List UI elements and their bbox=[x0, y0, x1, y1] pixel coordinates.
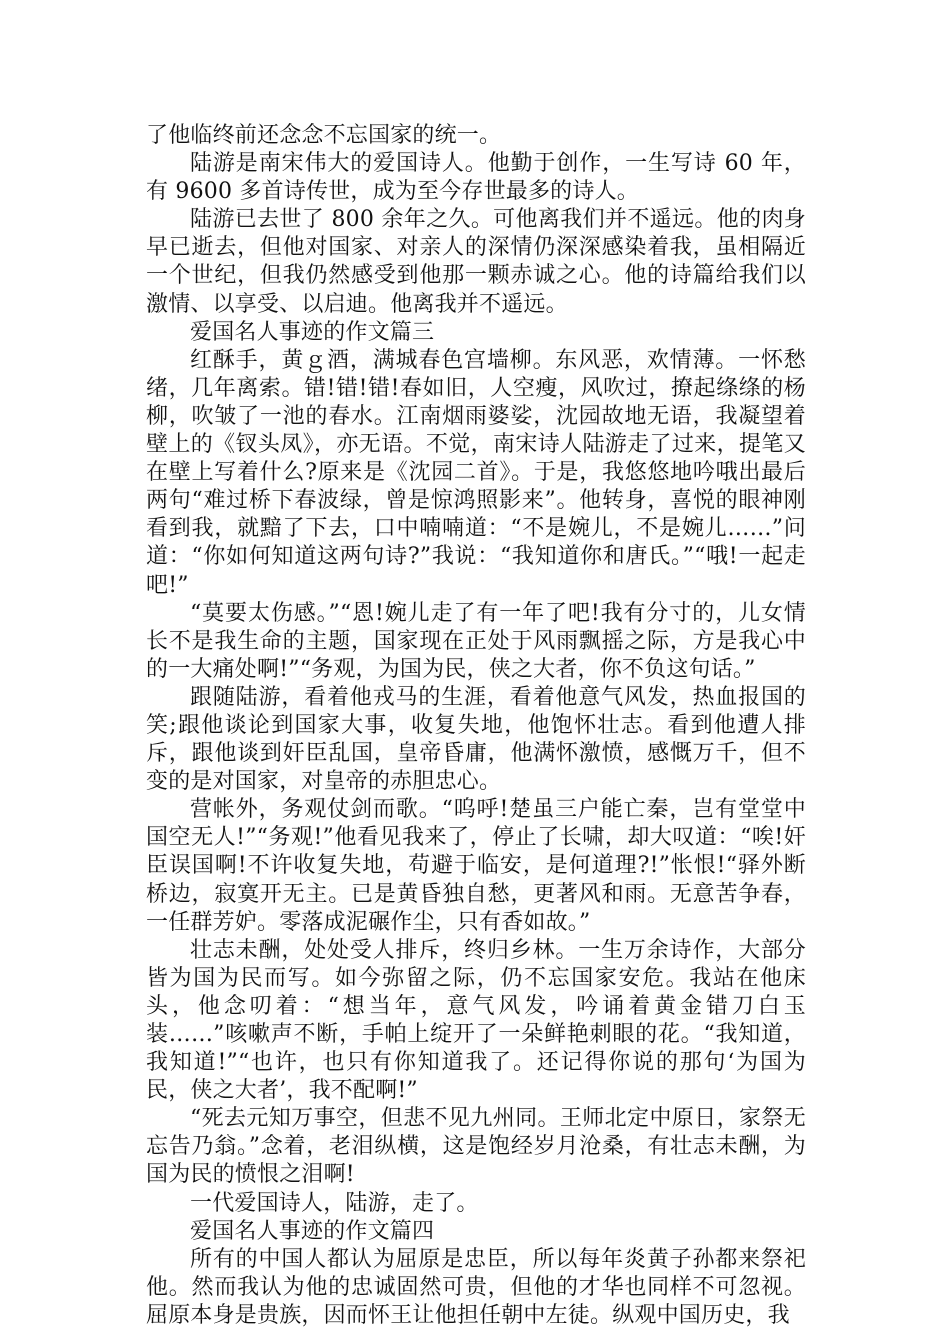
paragraph-1: 了他临终前还念念不忘国家的统一。 bbox=[146, 123, 502, 148]
section-heading-4: 爱国名人事迹的作文篇四 bbox=[190, 1218, 435, 1244]
section-heading-3: 爱国名人事迹的作文篇三 bbox=[190, 319, 435, 345]
paragraph-5: “莫要太伤感。”“恩!婉儿走了有一年了吧!我有分寸的，儿女情长不是我生命的主题，国家现在正处于风雨飘摇之际，方是我心中的一大痛处啊!”“务观，为国为民，侠之大者，你不负这句话。” bbox=[146, 600, 806, 682]
paragraph-4: 红酥手，黄ｇ酒，满城春色宫墙柳。东风恶，欢情薄。一怀愁绪，几年离索。错!错!错!春如旧，人空瘦，风吹过，撩起绦绦的杨柳，吹皱了一池的春水。江南烟雨婆娑，沈园故地无语，我凝望着壁上的《钗头凤》，亦无语。不觉，南宋诗人陆游走了过来，提笔又在壁上写着什么?原来是《沈园二首》。于是，我悠悠地吟哦出最后两句“难过桥下春波绿，曾是惊鸿照影来”。他转身，喜悦的眼神刚看到我，就黯了下去，口中喃喃道：“不是婉儿，不是婉儿……”问道：“你如何知道这两句诗?”我说：“我知道你和唐氏。”“哦!一起走吧!” bbox=[146, 347, 806, 598]
document-page bbox=[146, 122, 806, 1330]
paragraph-2: 陆游是南宋伟大的爱国诗人。他勤于创作，一生写诗 60 年，有 9600 多首诗传世，成为至今存世最多的诗人。 bbox=[146, 151, 806, 205]
paragraph-8: 壮志未酬，处处受人排斥，终归乡林。一生万余诗作，大部分皆为国为民而写。如今弥留之际，仍不忘国家安危。我站在他床头，他念叨着：“想当年，意气风发，吟诵着黄金错刀白玉装……”咳嗽声不断，手帕上绽开了一朵鲜艳刺眼的花。“我知道，我知道!”“也许，也只有你知道我了。还记得你说的那句‘为国为民，侠之大者’，我不配啊!” bbox=[146, 937, 806, 1104]
paragraph-3: 陆游已去世了 800 余年之久。可他离我们并不遥远。他的肉身早已逝去，但他对国家、对亲人的深情仍深深感染着我，虽相隔近一个世纪，但我仍然感受到他那一颗赤诚之心。他的诗篇给我们以激情、以享受、以启迪。他离我并不遥远。 bbox=[146, 207, 806, 317]
paragraph-7: 营帐外，务观仗剑而歌。“呜呼!楚虽三户能亡秦，岂有堂堂中国空无人!”“务观!”他看见我来了，停止了长啸，却大叹道：“唉!奸臣误国啊!不许收复失地，苟避于临安，是何道理?!”怅恨!“驿外断桥边，寂寞开无主。已是黄昏独自愁，更著风和雨。无意苦争春，一任群芳妒。零落成泥碾作尘，只有香如故。” bbox=[146, 797, 806, 935]
paragraph-10: 一代爱国诗人，陆游，走了。 bbox=[190, 1190, 479, 1216]
paragraph-6: 跟随陆游，看着他戎马的生涯，看着他意气风发，热血报国的笑;跟他谈论到国家大事，收复失地，他饱怀壮志。看到他遭人排斥，跟他谈到奸臣乱国，皇帝昏庸，他满怀激愤，感慨万千，但不变的是对国家，对皇帝的赤胆忠心。 bbox=[146, 684, 806, 795]
paragraph-11: 所有的中国人都认为屈原是忠臣，所以每年炎黄子孙都来祭祀他。然而我认为他的忠诚固然可贵，但他的才华也同样不可忽视。屈原本身是贵族，因而怀王让他担任朝中左徒。纵观中国历史，我 bbox=[146, 1246, 806, 1328]
paragraph-9: “死去元知万事空，但悲不见九州同。王师北定中原日，家祭无忘告乃翁。”念着，老泪纵横，这是饱经岁月沧桑，有壮志未酬，为国为民的愤恨之泪啊! bbox=[146, 1106, 806, 1188]
